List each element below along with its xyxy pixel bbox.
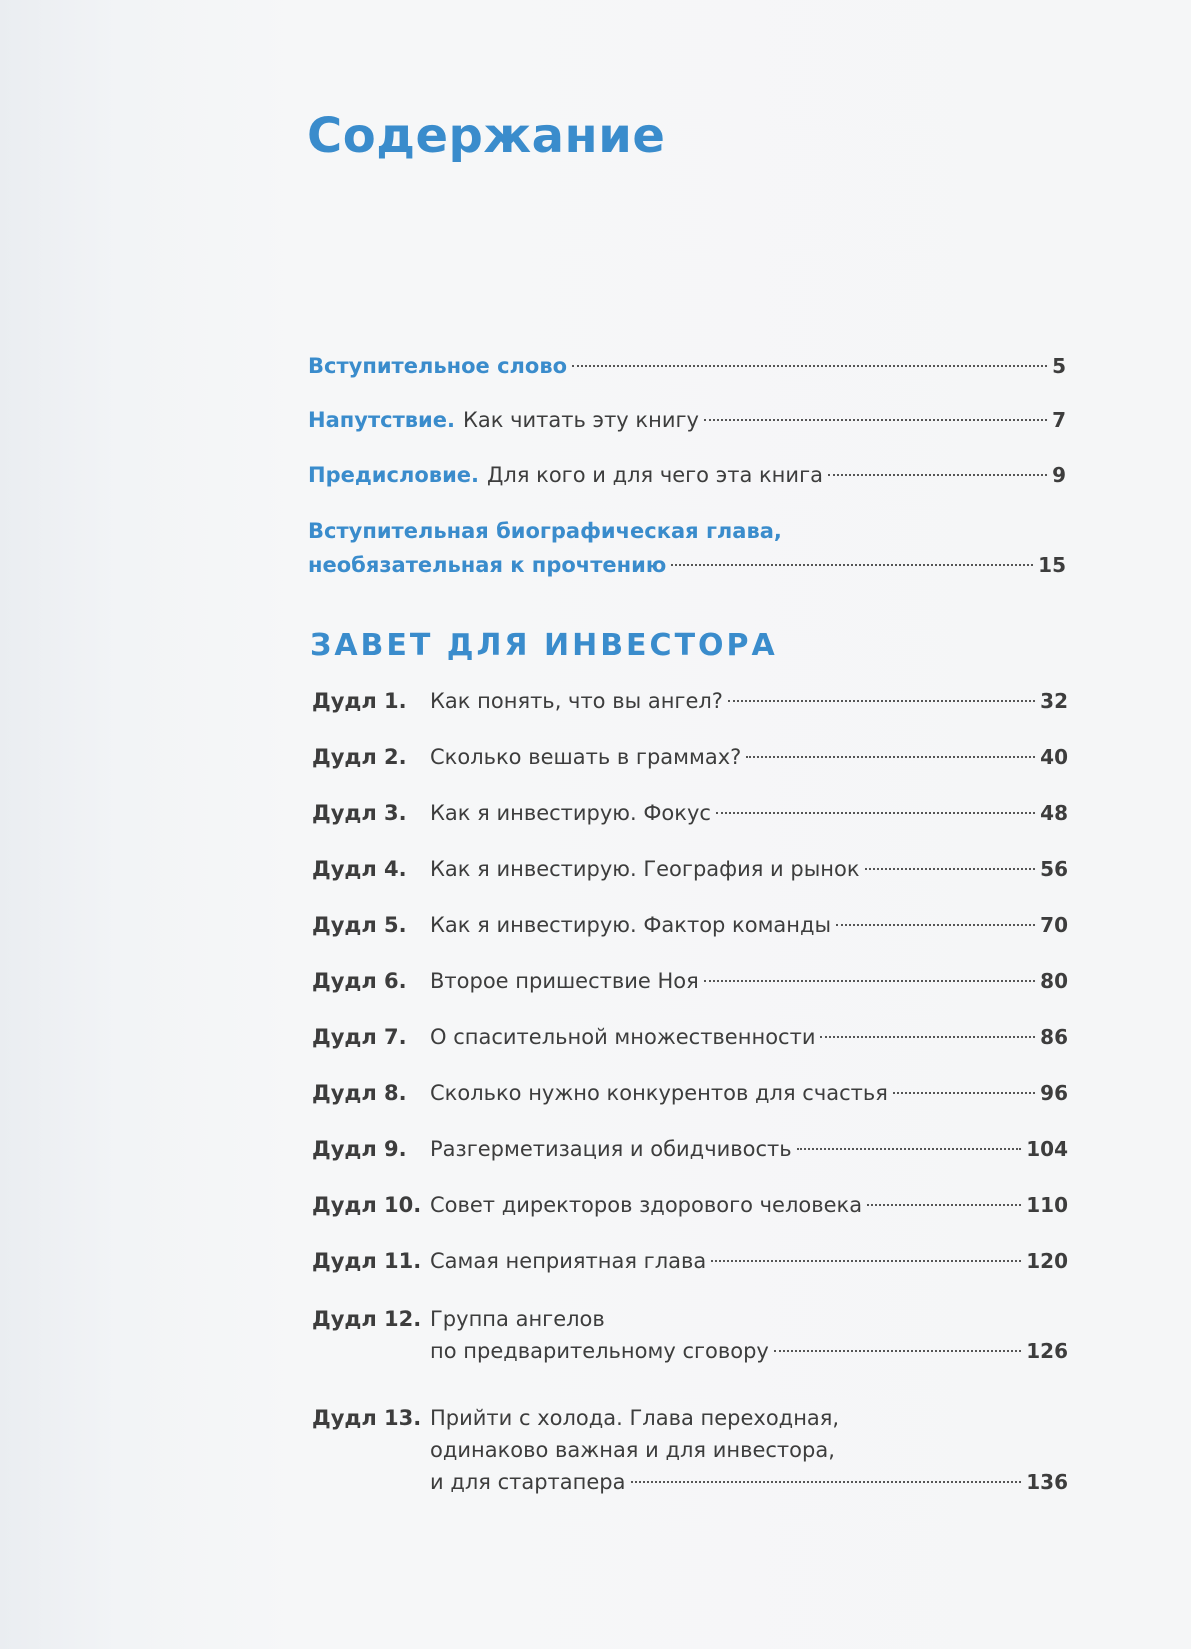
doodle-title-line — [430, 1245, 1068, 1277]
doodle-title-line — [430, 1335, 1068, 1367]
dot-leader — [671, 562, 1033, 566]
dot-leader — [820, 1034, 1035, 1038]
doodle-label: Дудл 2. — [312, 745, 407, 769]
dot-leader — [865, 866, 1036, 870]
doodle-title-text: по предварительному сговору — [430, 1339, 769, 1363]
toc-entry-subtitle: Как читать эту книгу — [462, 408, 699, 432]
doodle-title-text: Разгерметизация и обидчивость — [430, 1137, 792, 1161]
toc-entry-title: Предисловие. — [308, 463, 480, 487]
doodle-title-line — [430, 1133, 1068, 1165]
dot-leader — [893, 1090, 1035, 1094]
page-number: 136 — [1026, 1470, 1068, 1494]
page-number: 120 — [1026, 1249, 1068, 1273]
toc-entry-bio[interactable] — [308, 549, 1066, 581]
doodle-title-text: Второе пришествие Ноя — [430, 969, 699, 993]
doodle-title-block — [430, 853, 1068, 885]
doodle-title-text: Как я инвестирую. Фокус — [430, 801, 711, 825]
doodle-label: Дудл 3. — [312, 801, 407, 825]
page-number: 32 — [1040, 689, 1068, 713]
doodle-label: Дудл 6. — [312, 969, 407, 993]
page-number: 15 — [1038, 553, 1066, 577]
page-number: 86 — [1040, 1025, 1068, 1049]
doodle-title-line — [430, 1189, 1068, 1221]
dot-leader — [728, 698, 1035, 702]
dot-leader — [704, 417, 1047, 421]
dot-leader — [867, 1202, 1021, 1206]
doodle-title-block — [430, 741, 1068, 773]
doodle-title-line — [430, 1021, 1068, 1053]
dot-leader — [631, 1479, 1022, 1483]
doodle-title-line — [430, 1466, 1068, 1498]
page-number: 48 — [1040, 801, 1068, 825]
doodle-label: Дудл 7. — [312, 1025, 407, 1049]
doodle-title-line — [430, 1303, 1068, 1335]
doodle-title-line — [430, 1077, 1068, 1109]
toc-entry-subtitle: Для кого и для чего эта книга — [487, 463, 823, 487]
toc-entry-bio-line1[interactable]: Вступительная биографическая глава, — [308, 519, 782, 543]
doodle-title-text: Как я инвестирую. Фактор команды — [430, 913, 832, 937]
dot-leader — [774, 1348, 1021, 1352]
dot-leader — [572, 363, 1047, 367]
doodle-title-block — [430, 1189, 1068, 1221]
doodle-title-text: Самая неприятная глава — [430, 1249, 707, 1273]
toc-entry-foreword[interactable] — [308, 350, 1066, 382]
page-number: 56 — [1040, 857, 1068, 881]
page-number: 96 — [1040, 1081, 1068, 1105]
doodle-label: Дудл 4. — [312, 857, 407, 881]
doodle-title-line — [430, 909, 1068, 941]
page-number: 40 — [1040, 745, 1068, 769]
doodle-title-block — [430, 909, 1068, 941]
doodle-label: Дудл 10. — [312, 1193, 422, 1217]
dot-leader — [746, 754, 1035, 758]
doodle-title-block — [430, 1133, 1068, 1165]
toc-entry-title: Напутствие. — [308, 408, 455, 432]
doodle-title-line — [430, 741, 1068, 773]
doodle-title-line — [430, 797, 1068, 829]
doodle-label: Дудл 5. — [312, 913, 407, 937]
doodle-title-line — [430, 685, 1068, 717]
page-number: 70 — [1040, 913, 1068, 937]
doodle-title-text: и для стартапера — [430, 1470, 626, 1494]
doodle-title-block — [430, 1303, 1068, 1367]
doodle-label: Дудл 12. — [312, 1307, 422, 1331]
page-number: 126 — [1026, 1339, 1068, 1363]
page-number: 5 — [1052, 354, 1066, 378]
toc-entry-parting-word[interactable] — [308, 404, 1066, 436]
doodle-title-text: одинаково важная и для инвестора, — [430, 1438, 835, 1462]
doodle-title-block — [430, 797, 1068, 829]
doodle-title-text: Группа ангелов — [430, 1307, 605, 1331]
doodle-label: Дудл 8. — [312, 1081, 407, 1105]
doodle-title-line — [430, 853, 1068, 885]
doodle-label: Дудл 13. — [312, 1406, 422, 1430]
page-number: 104 — [1026, 1137, 1068, 1161]
doodle-title-block — [430, 1245, 1068, 1277]
doodle-title-text: Прийти с холода. Глава переходная, — [430, 1406, 840, 1430]
dot-leader — [836, 922, 1035, 926]
dot-leader — [711, 1258, 1021, 1262]
dot-leader — [828, 472, 1047, 476]
doodle-title-text: Как понять, что вы ангел? — [430, 689, 723, 713]
doodle-label: Дудл 1. — [312, 689, 407, 713]
doodle-title-text: Сколько нужно конкурентов для счастья — [430, 1081, 888, 1105]
doodle-title-line — [430, 1402, 1068, 1434]
dot-leader — [797, 1146, 1022, 1150]
page-number: 9 — [1052, 463, 1066, 487]
section-heading: ЗАВЕТ ДЛЯ ИНВЕСТОРА — [310, 628, 778, 663]
doodle-title-block — [430, 1402, 1068, 1498]
toc-entry-preface[interactable] — [308, 459, 1066, 491]
doodle-title-block — [430, 1021, 1068, 1053]
toc-entry-title: необязательная к прочтению — [308, 553, 667, 577]
page-number: 110 — [1026, 1193, 1068, 1217]
doodle-title-block — [430, 965, 1068, 997]
page-title: Содержание — [307, 108, 666, 164]
page-number: 7 — [1052, 408, 1066, 432]
doodle-title-text: О спасительной множественности — [430, 1025, 816, 1049]
toc-entry-title: Вступительное слово — [308, 354, 568, 378]
doodle-title-block — [430, 1077, 1068, 1109]
doodle-title-line — [430, 965, 1068, 997]
page-number: 80 — [1040, 969, 1068, 993]
doodle-title-text: Как я инвестирую. География и рынок — [430, 857, 860, 881]
dot-leader — [704, 978, 1035, 982]
doodle-title-text: Совет директоров здорового человека — [430, 1193, 863, 1217]
doodle-title-block — [430, 685, 1068, 717]
doodle-label: Дудл 11. — [312, 1249, 422, 1273]
doodle-label: Дудл 9. — [312, 1137, 407, 1161]
dot-leader — [716, 810, 1035, 814]
doodle-title-line — [430, 1434, 1068, 1466]
doodle-title-text: Сколько вешать в граммах? — [430, 745, 742, 769]
